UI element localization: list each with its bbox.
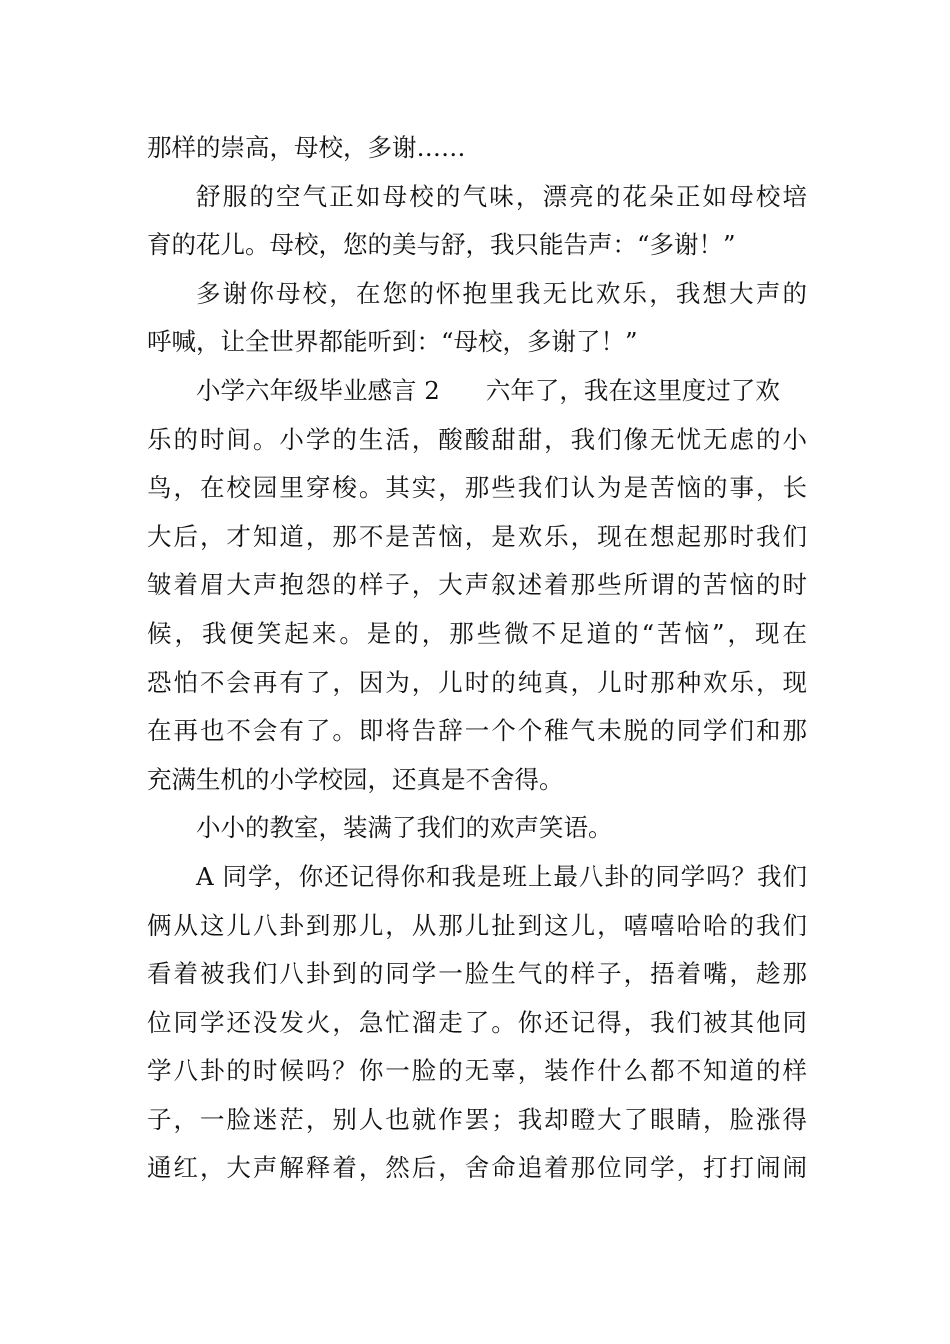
text-line: 小小的教室，装满了我们的欢声笑语。: [196, 813, 613, 843]
section-heading: 小学六年级毕业感言 2: [196, 375, 440, 405]
text-line: 在再也不会有了。即将告辞一个个稚气未脱的同学们和那: [147, 716, 807, 746]
text-line: 那样的崇高，母校，多谢……: [147, 133, 466, 162]
section-heading-line: [147, 367, 807, 416]
text-line: 多谢你母校，在您的怀抱里我无比欢乐，我想大声的: [196, 278, 807, 308]
text-line: 通红，大声解释着，然后，舍命追着那位同学，打打闹闹: [147, 1153, 807, 1183]
text-line: 大后，才知道，那不是苦恼，是欢乐，现在想起那时我们: [147, 521, 807, 551]
text-line: 恐怕不会再有了，因为，儿时的纯真，儿时那种欢乐，现: [147, 667, 807, 697]
document-body: [147, 124, 807, 1193]
text-line-continuation: 六年了，我在这里度过了欢: [485, 375, 780, 405]
text-line: 候，我便笑起来。是的，那些微不足道的“苦恼”，现在: [147, 618, 807, 648]
text-line: 学八卦的时候吗？你一脸的无辜，装作什么都不知道的样: [147, 1056, 807, 1086]
text-line: 呼喊，让全世界都能听到：“母校，多谢了！”: [147, 327, 638, 357]
text-line: 充满生机的小学校园，还真是不舍得。: [147, 764, 564, 794]
text-line: 乐的时间。小学的生活，酸酸甜甜，我们像无忧无虑的小: [147, 424, 807, 454]
text-line: 看着被我们八卦到的同学一脸生气的样子，捂着嘴，趁那: [147, 959, 807, 989]
text-line: 位同学还没发火，急忙溜走了。你还记得，我们被其他同: [147, 1007, 807, 1037]
text-line: 皱着眉大声抱怨的样子，大声叙述着那些所谓的苦恼的时: [147, 570, 807, 600]
text-line: 子，一脸迷茫，别人也就作罢；我却瞪大了眼睛，脸涨得: [147, 1104, 807, 1134]
text-line: A 同学，你还记得你和我是班上最八卦的同学吗？我们: [196, 861, 807, 891]
text-line: 舒服的空气正如母校的气味，漂亮的花朵正如母校培: [196, 181, 807, 211]
text-line: 俩从这儿八卦到那儿，从那儿扯到这儿，嘻嘻哈哈的我们: [147, 910, 807, 940]
text-line: 育的花儿。母校，您的美与舒，我只能告声：“多谢！”: [147, 230, 736, 260]
text-line: 鸟，在校园里穿梭。其实，那些我们认为是苦恼的事，长: [147, 473, 807, 503]
